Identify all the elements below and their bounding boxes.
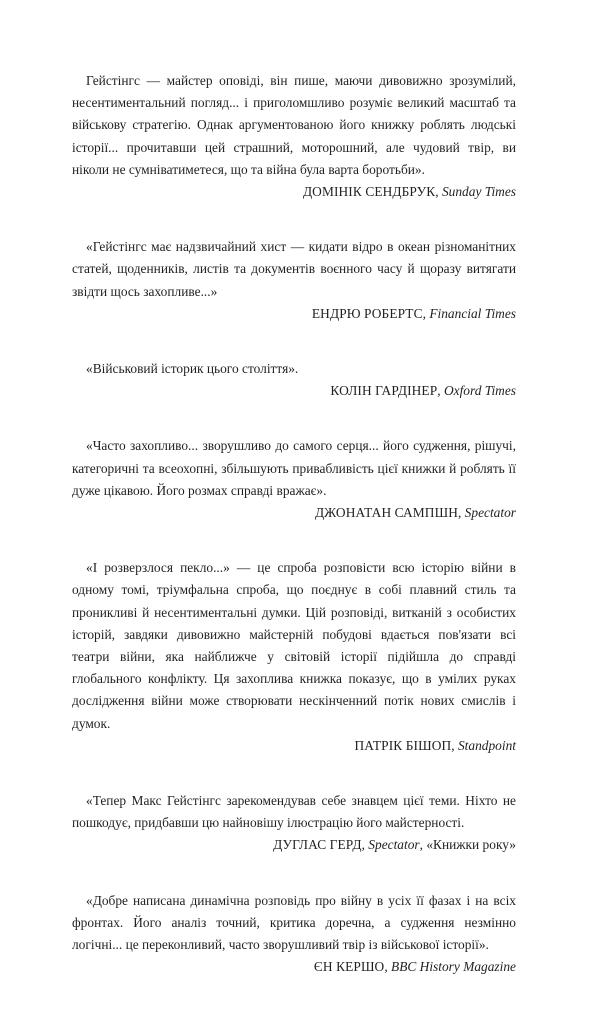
review-item (72, 236, 516, 325)
review-attribution: ПАТРІК БІШОП, Standpoint (354, 737, 516, 753)
review-item (72, 70, 516, 203)
review-item (72, 435, 516, 524)
review-source: Spectator (464, 505, 516, 521)
review-quote: «Тепер Макс Гейстінгс зарекомендував себе знавцем цієї теми. Ніхто не пошкодує, придбавши цю найновішу ілюстрацію його майстерності. (72, 793, 516, 831)
review-author: КОЛІН ГАРДІНЕР (330, 383, 438, 399)
review-attribution: КОЛІН ГАРДІНЕР, Oxford Times (330, 383, 516, 399)
review-source: BBC History Magazine (391, 959, 516, 975)
review-source: Financial Times (429, 305, 516, 321)
review-extra: «Книжки року» (426, 837, 516, 853)
review-source: Sunday Times (441, 184, 516, 200)
review-author: ДОМІНІК СЕНДБРУК (302, 184, 436, 200)
review-quote: «Часто захопливо... зворушливо до самого серця... його судження, рішучі, категоричні та всеохопні, збільшують привабливість цієї книжки й роблять її дуже цікавою. Його розмах справді вражає». (72, 438, 516, 498)
review-author: ПАТРІК БІШОП (354, 737, 452, 753)
review-quote: Гейстінгс — майстер оповіді, він пише, маючи дивовижно зрозумілий, несентиментальний погляд... і приголомшливо розуміє великий масштаб та військову стратегію. Однак аргументованою його книжку роблять людські історії... прочитавши цей страшний, моторошний, але чудовий твір, ви ніколи не сумніватиметеся, що та війна була варта боротьби». (72, 73, 516, 177)
review-author: ЕНДРЮ РОБЕРТС (311, 305, 423, 321)
praise-page (72, 70, 516, 1012)
review-item (72, 790, 516, 857)
review-attribution: ДЖОНАТАН САМПШН, Spectator (314, 505, 516, 521)
review-item (72, 557, 516, 757)
review-author: ДУГЛАС ГЕРД (273, 837, 362, 853)
review-source: Spectator (368, 837, 420, 853)
review-source: Standpoint (457, 737, 516, 753)
review-author: ЄН КЕРШО (313, 959, 385, 975)
review-item (72, 890, 516, 979)
review-attribution: ДУГЛАС ГЕРД, Spectator, «Книжки року» (273, 837, 516, 853)
review-quote: «І розверзлося пекло...» — це спроба розповісти всю історію війни в одному томі, тріумфальна спроба, що поєднує в собі плавний стиль та проникливі й несентиментальні думки. Цій розповіді, витканій з особистих історій, завдяки дивовижно майстерній побудові вдається пов'язати всі театри війни, яка найближче у світовій історії підійшла до справді глобального конфлікту. Ця захоплива книжка показує, що в умілих руках дослідження війни може створювати нескінченний потік нових смислів і думок. (72, 560, 516, 731)
review-quote: «Військовий історик цього століття». (86, 361, 299, 377)
review-item (72, 358, 516, 402)
review-attribution: ЕНДРЮ РОБЕРТС, Financial Times (311, 305, 516, 321)
review-quote: «Гейстінгс має надзвичайний хист — кидати відро в океан різноманітних статей, щоденників, листів та документів воєнного часу й щоразу витягати звідти щось захопливе...» (72, 239, 516, 299)
review-source: Oxford Times (443, 383, 516, 399)
review-quote: «Добре написана динамічна розповідь про війну в усіх її фазах і на всіх фронтах. Його аналіз точний, критика доречна, а судження незмінно логічні... це переконливий, часто зворушливий твір із військової історії». (72, 892, 516, 953)
review-attribution: ДОМІНІК СЕНДБРУК, Sunday Times (302, 184, 516, 200)
review-attribution: ЄН КЕРШО, BBC History Magazine (313, 959, 516, 975)
review-author: ДЖОНАТАН САМПШН (314, 505, 458, 521)
